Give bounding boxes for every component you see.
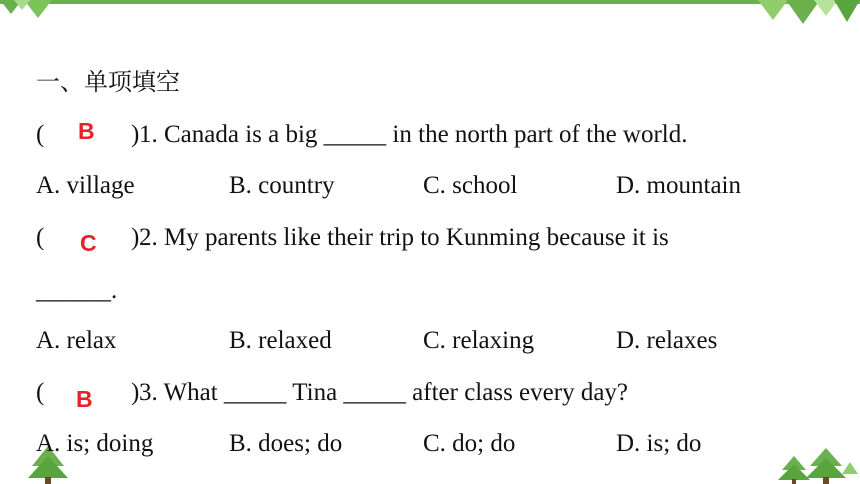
option-a-2: A. relax bbox=[36, 327, 117, 354]
answer-2: C bbox=[80, 230, 97, 256]
option-c-2: C. relaxing bbox=[423, 327, 535, 354]
option-a-3: A. is; doing bbox=[36, 430, 154, 457]
top-border-bar bbox=[0, 0, 860, 4]
paren-open: ( bbox=[36, 379, 45, 406]
option-c-1: C. school bbox=[423, 172, 518, 199]
option-d-1: D. mountain bbox=[616, 172, 741, 199]
leaf-decoration-top-right bbox=[748, 0, 860, 30]
option-b-3: B. does; do bbox=[229, 430, 343, 457]
paren-close: ) bbox=[131, 379, 140, 406]
option-a-1: A. village bbox=[36, 172, 135, 199]
paren-close: ) bbox=[131, 224, 140, 251]
question-stem-3: 3. What _____ Tina _____ after class every day? bbox=[139, 379, 629, 406]
tree-icon-bottom-right bbox=[774, 448, 860, 484]
leaf-decoration-top-left bbox=[0, 0, 70, 26]
option-d-2: D. relaxes bbox=[616, 327, 718, 354]
question-stem-2-continued: ______. bbox=[36, 277, 118, 304]
question-stem-2: 2. My parents like their trip to Kunming because it is bbox=[139, 224, 669, 251]
answer-1: B bbox=[78, 118, 95, 144]
option-b-2: B. relaxed bbox=[229, 327, 332, 354]
question-stem-1: 1. Canada is a big _____ in the north part of the world. bbox=[139, 121, 688, 148]
section-title: 一、单项填空 bbox=[36, 68, 180, 96]
paren-close: ) bbox=[131, 121, 140, 148]
option-c-3: C. do; do bbox=[423, 430, 516, 457]
answer-3: B bbox=[76, 386, 93, 412]
option-b-1: B. country bbox=[229, 172, 335, 199]
option-d-3: D. is; do bbox=[616, 430, 702, 457]
paren-open: ( bbox=[36, 121, 45, 148]
paren-open: ( bbox=[36, 224, 45, 251]
